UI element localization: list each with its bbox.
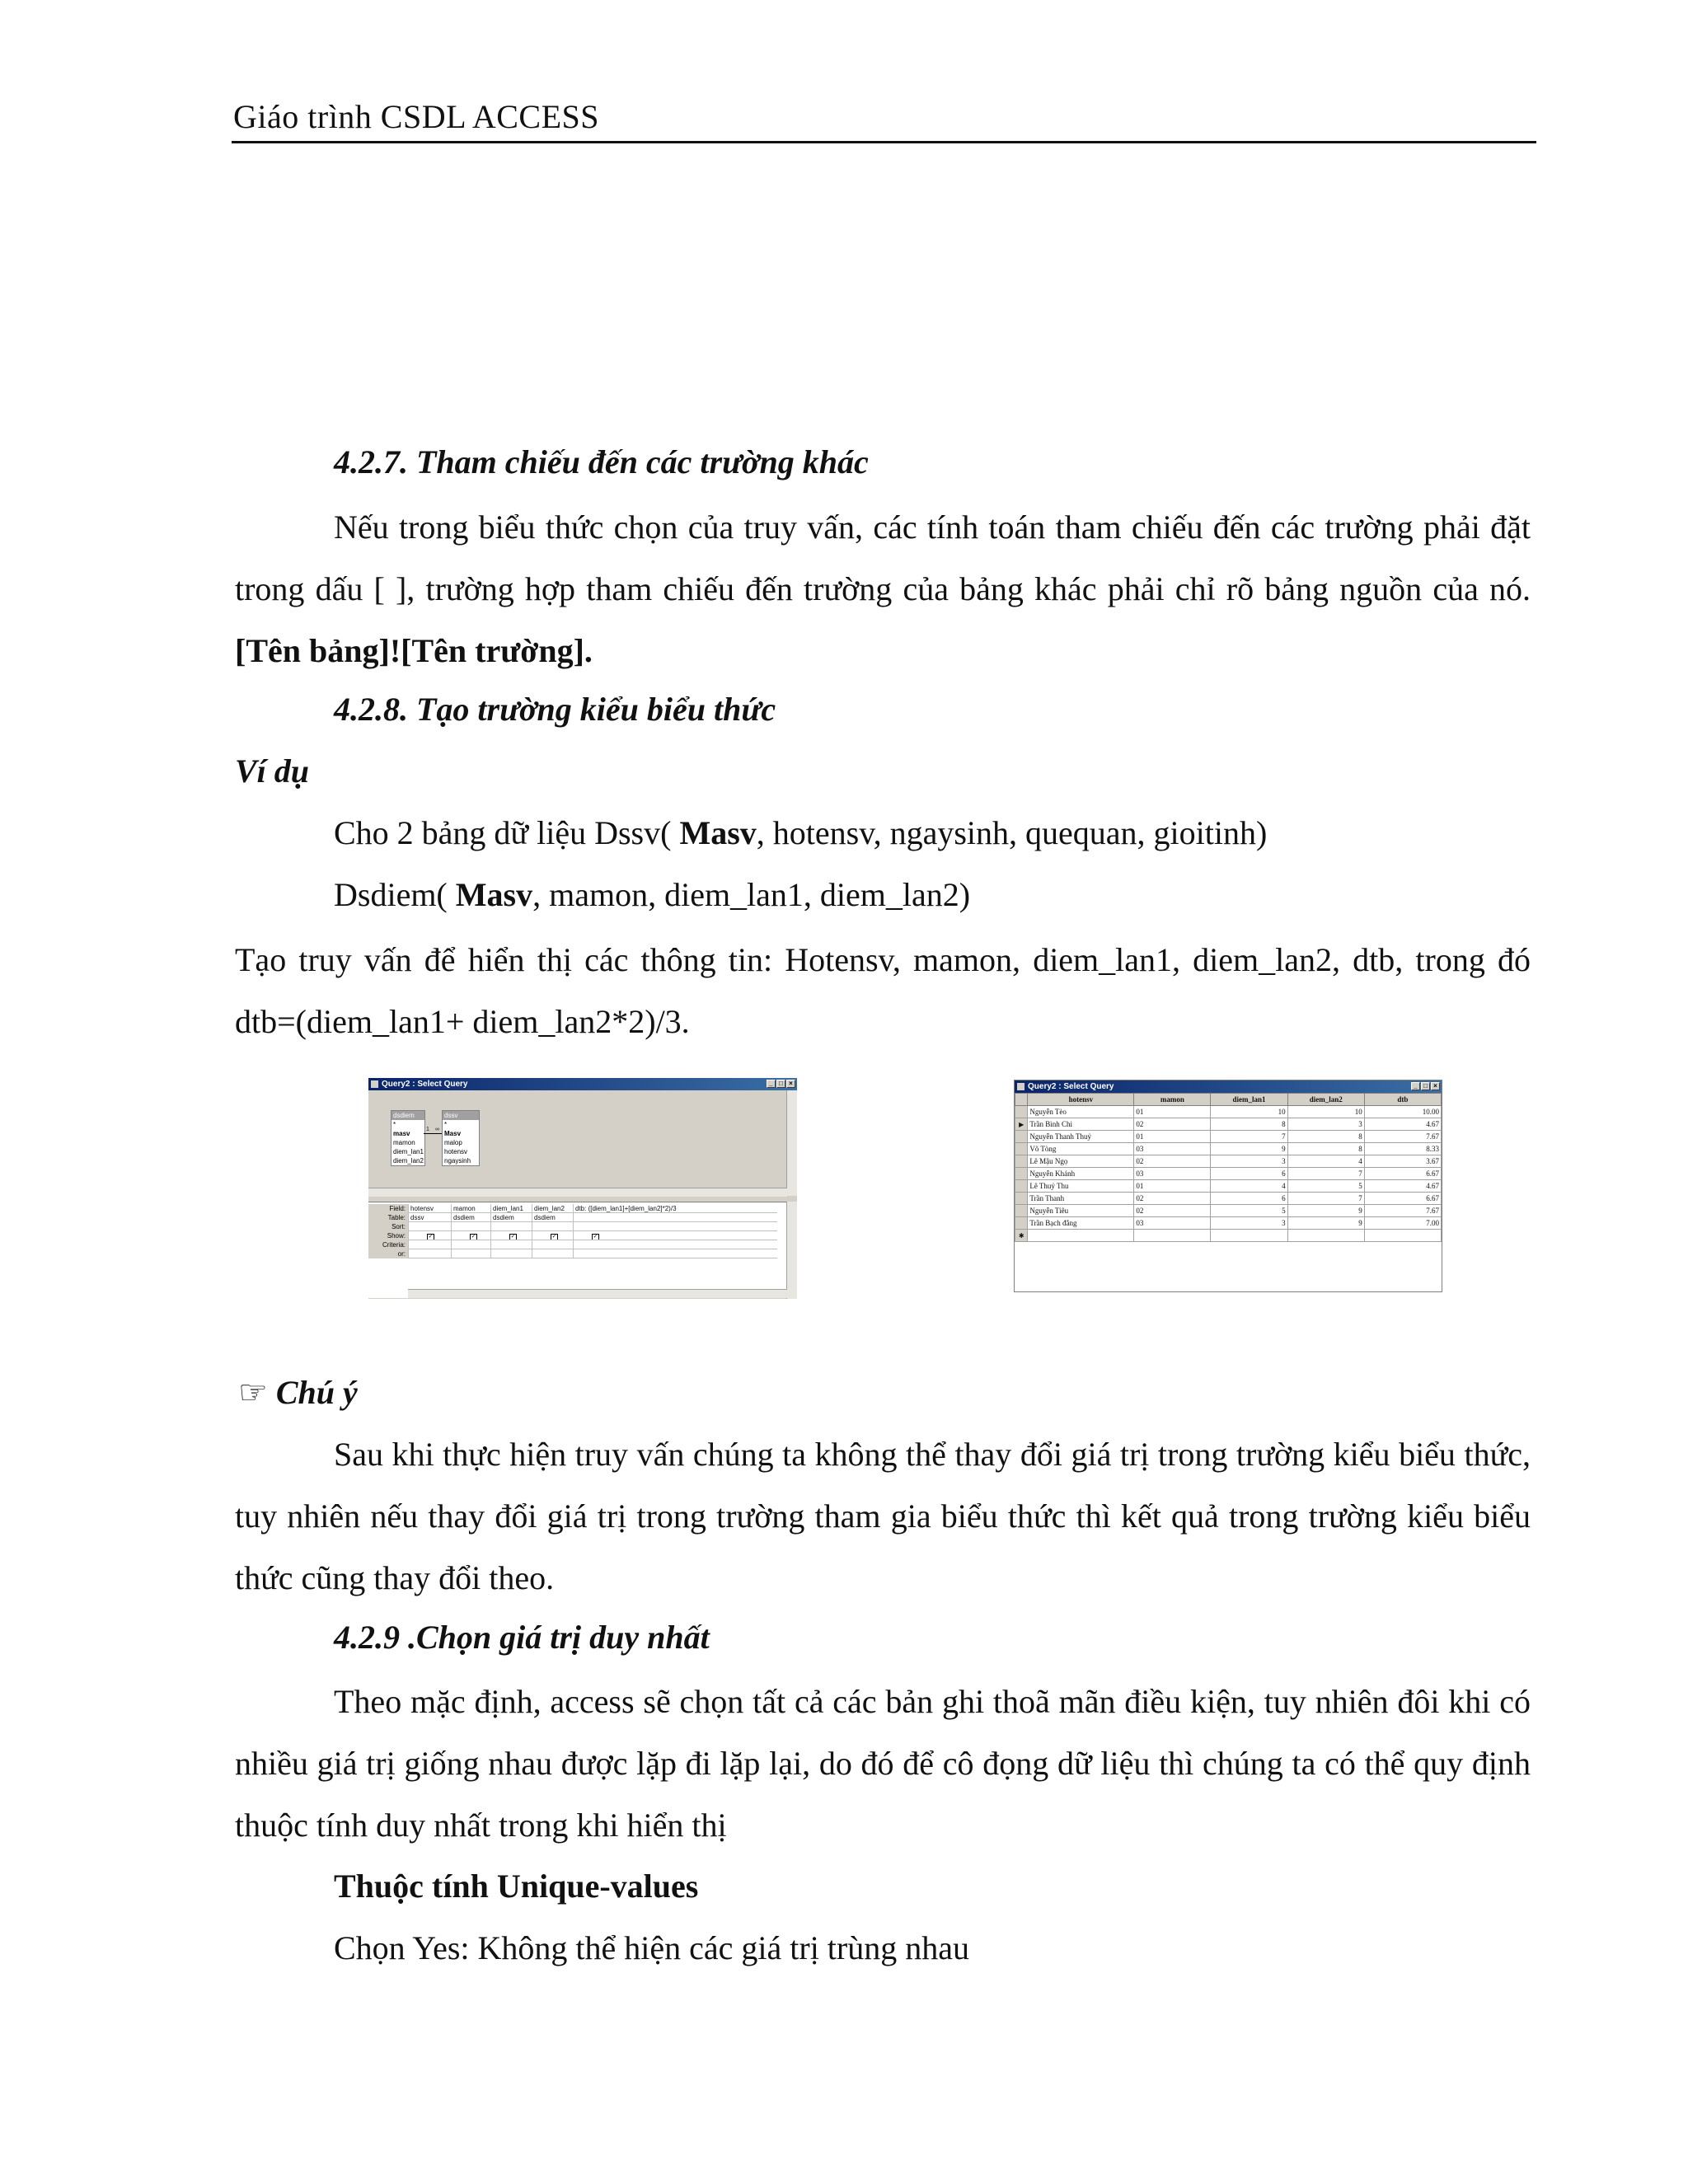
column-header[interactable]: diem_lan1 <box>1211 1094 1287 1106</box>
table-cell[interactable]: 6.67 <box>1364 1168 1441 1180</box>
table-cell[interactable]: 10 <box>1287 1106 1364 1118</box>
table-row[interactable] <box>1015 1193 1442 1205</box>
table-row[interactable] <box>1015 1180 1442 1193</box>
minimize-icon[interactable]: _ <box>767 1080 776 1088</box>
grid-horizontal-scrollbar[interactable] <box>408 1289 787 1298</box>
table-field-item[interactable]: * <box>393 1121 396 1128</box>
grid-cell[interactable]: diem_lan1 <box>490 1204 532 1213</box>
grid-cell[interactable] <box>408 1249 451 1258</box>
table-cell[interactable]: 4.67 <box>1364 1118 1441 1131</box>
grid-cell[interactable] <box>451 1231 490 1240</box>
row-selector[interactable] <box>1015 1180 1028 1193</box>
table-row[interactable] <box>1015 1131 1442 1143</box>
table-cell[interactable]: 10 <box>1211 1106 1287 1118</box>
table-cell[interactable]: 5 <box>1211 1205 1287 1217</box>
table-cell[interactable]: 7 <box>1211 1131 1287 1143</box>
note-heading <box>238 1373 358 1412</box>
dssv-key: Masv <box>679 814 757 851</box>
table-cell[interactable]: 3.67 <box>1364 1155 1441 1168</box>
table-cell[interactable]: Trần Thanh <box>1028 1193 1134 1205</box>
table-cell[interactable]: 02 <box>1134 1118 1211 1131</box>
table-cell[interactable]: 02 <box>1134 1193 1211 1205</box>
grid-row-label: Table: <box>368 1213 408 1222</box>
table-cell[interactable]: 7 <box>1287 1168 1364 1180</box>
show-checkbox[interactable]: ✓ <box>551 1234 557 1240</box>
table-row[interactable] <box>1015 1155 1442 1168</box>
row-selector[interactable] <box>1015 1155 1028 1168</box>
maximize-icon[interactable]: □ <box>776 1080 785 1088</box>
maximize-icon[interactable]: □ <box>1421 1082 1430 1090</box>
dsdiem-post: , mamon, diem_lan1, diem_lan2) <box>532 876 971 913</box>
design-grid <box>368 1202 787 1298</box>
upper-horizontal-scrollbar[interactable] <box>368 1188 787 1197</box>
table-row[interactable] <box>1015 1205 1442 1217</box>
table-row[interactable] <box>1015 1118 1442 1131</box>
example-paragraph: Tạo truy vấn để hiển thị các thông tin: Hotensv, mamon, diem_lan1, diem_lan2, dtb, trong đó dtb=(diem_lan1+ diem_lan2*2)/3. <box>235 941 1531 1040</box>
grid-cell[interactable] <box>573 1231 777 1240</box>
table-cell[interactable]: Lê Thuỷ Thu <box>1028 1180 1134 1193</box>
grid-cell[interactable] <box>573 1222 777 1231</box>
row-selector[interactable] <box>1015 1205 1028 1217</box>
paragraph-4-2-7 <box>235 496 1531 682</box>
grid-cell[interactable] <box>532 1231 573 1240</box>
design-title: Query2 : Select Query <box>382 1080 468 1089</box>
dssv-post: , hotensv, ngaysinh, quequan, gioitinh) <box>756 814 1268 851</box>
table-row[interactable] <box>1015 1217 1442 1230</box>
heading-4-2-8: 4.2.8. Tạo trường kiểu biểu thức <box>334 691 776 728</box>
grid-cell[interactable] <box>451 1249 490 1258</box>
grid-cell[interactable]: dsdiem <box>532 1213 573 1222</box>
grid-cell[interactable] <box>451 1222 490 1231</box>
table-cell[interactable]: Trần Bình Chi <box>1028 1118 1134 1131</box>
table-cell[interactable] <box>1211 1230 1287 1242</box>
query-design-window <box>368 1078 797 1299</box>
grid-cell[interactable] <box>532 1249 573 1258</box>
grid-cell[interactable]: mamon <box>451 1204 490 1213</box>
table-field-item[interactable]: diem_lan2 <box>393 1157 424 1165</box>
grid-row-label: or: <box>368 1249 408 1258</box>
show-checkbox[interactable]: ✓ <box>510 1234 516 1240</box>
new-row-icon: ✱ <box>1015 1230 1028 1242</box>
join-line <box>424 1133 442 1134</box>
column-header[interactable]: dtb <box>1364 1094 1441 1106</box>
row-selector-header[interactable] <box>1015 1094 1028 1106</box>
table-row[interactable] <box>1015 1168 1442 1180</box>
row-selector[interactable] <box>1015 1217 1028 1230</box>
dsdiem-pre: Dsdiem( <box>334 876 456 913</box>
table-cell[interactable]: 9 <box>1211 1143 1287 1155</box>
query-icon <box>1017 1083 1025 1090</box>
dssv-pre: Cho 2 bảng dữ liệu Dssv( <box>334 814 680 851</box>
close-icon[interactable]: × <box>786 1080 795 1088</box>
grid-cell[interactable] <box>490 1222 532 1231</box>
table-row[interactable] <box>1015 1143 1442 1155</box>
minimize-icon[interactable]: _ <box>1411 1082 1420 1090</box>
table-pane <box>368 1090 787 1196</box>
grid-row-label: Criteria: <box>368 1240 408 1249</box>
grid-row <box>368 1213 787 1222</box>
row-selector[interactable] <box>1015 1143 1028 1155</box>
datasheet-title: Query2 : Select Query <box>1028 1082 1114 1091</box>
grid-cell[interactable]: diem_lan2 <box>532 1204 573 1213</box>
new-record-row[interactable] <box>1015 1230 1442 1242</box>
row-selector[interactable] <box>1015 1193 1028 1205</box>
table-cell[interactable]: 02 <box>1134 1155 1211 1168</box>
table-field-item[interactable]: ngaysinh <box>444 1157 471 1165</box>
grid-cell[interactable] <box>490 1240 532 1249</box>
table-cell[interactable]: 6 <box>1211 1193 1287 1205</box>
table-cell[interactable]: Nguyễn Tiêu <box>1028 1205 1134 1217</box>
join-one: 1 <box>426 1127 429 1132</box>
grid-row <box>368 1222 787 1231</box>
design-titlebar[interactable] <box>368 1078 797 1090</box>
dsdiem-key: Masv <box>455 876 533 913</box>
grid-row <box>368 1231 787 1240</box>
grid-row-label: Field: <box>368 1204 408 1213</box>
show-checkbox[interactable]: ✓ <box>593 1234 598 1240</box>
grid-cell[interactable] <box>532 1222 573 1231</box>
table-cell[interactable]: 01 <box>1134 1106 1211 1118</box>
join-many: ∞ <box>435 1127 439 1132</box>
page-header: Giáo trình CSDL ACCESS <box>233 98 600 135</box>
table-cell[interactable]: 9 <box>1287 1205 1364 1217</box>
table-cell[interactable]: Võ Tòng <box>1028 1143 1134 1155</box>
grid-cell[interactable] <box>451 1240 490 1249</box>
table-cell[interactable]: 03 <box>1134 1217 1211 1230</box>
grid-row-label: Sort: <box>368 1222 408 1231</box>
table-box-title: dssv <box>443 1111 479 1120</box>
header-rule <box>232 141 1536 143</box>
table-cell[interactable]: 01 <box>1134 1131 1211 1143</box>
table-cell[interactable]: Trần Bạch đằng <box>1028 1217 1134 1230</box>
table-cell[interactable]: 8 <box>1287 1131 1364 1143</box>
table-field-item[interactable]: * <box>444 1121 448 1128</box>
row-selector[interactable] <box>1015 1106 1028 1118</box>
property-heading: Thuộc tính Unique-values <box>334 1868 699 1905</box>
column-header[interactable]: hotensv <box>1028 1094 1134 1106</box>
table-cell[interactable]: 8 <box>1211 1118 1287 1131</box>
table-cell[interactable]: 3 <box>1211 1155 1287 1168</box>
row-selector[interactable]: ▶ <box>1015 1118 1028 1131</box>
table-cell[interactable]: 8 <box>1287 1143 1364 1155</box>
example-line-dssv <box>334 813 1267 852</box>
table-cell[interactable]: 3 <box>1211 1217 1287 1230</box>
grid-cell[interactable] <box>573 1213 777 1222</box>
datasheet-titlebar[interactable] <box>1015 1080 1442 1093</box>
grid-cell[interactable] <box>408 1231 451 1240</box>
table-cell[interactable]: 4 <box>1287 1155 1364 1168</box>
table-box-title: dsdiem <box>392 1111 424 1120</box>
table-cell[interactable]: Lê Mậu Ngọ <box>1028 1155 1134 1168</box>
table-cell[interactable]: 7.67 <box>1364 1131 1441 1143</box>
table-cell[interactable]: 03 <box>1134 1143 1211 1155</box>
grid-cell[interactable] <box>573 1249 777 1258</box>
grid-row <box>368 1204 787 1213</box>
grid-vertical-scrollbar[interactable] <box>786 1202 797 1299</box>
table-cell[interactable] <box>1287 1230 1364 1242</box>
table-cell[interactable]: 7.00 <box>1364 1217 1441 1230</box>
table-field-item[interactable]: Masv <box>444 1130 462 1137</box>
paragraph-4-2-9: Theo mặc định, access sẽ chọn tất cả các bản ghi thoã mãn điều kiện, tuy nhiên đôi khi có nhiều giá trị giống nhau được lặp đi lặp lại, do đó để cô đọng dữ liệu thì chúng ta có thể quy định thuộc tính duy nhất trong khi hiển thị <box>235 1683 1531 1844</box>
table-cell[interactable]: 4.67 <box>1364 1180 1441 1193</box>
grid-row <box>368 1240 787 1249</box>
table-cell[interactable] <box>1028 1230 1134 1242</box>
table-cell[interactable]: Nguyễn Khánh <box>1028 1168 1134 1180</box>
table-cell[interactable]: 3 <box>1287 1118 1364 1131</box>
heading-4-2-7: 4.2.7. Tham chiếu đến các trường khác <box>334 443 869 480</box>
grid-cell[interactable] <box>532 1240 573 1249</box>
table-cell[interactable]: 9 <box>1287 1217 1364 1230</box>
table-field-item[interactable]: malop <box>444 1139 462 1146</box>
row-selector[interactable] <box>1015 1131 1028 1143</box>
grid-cell[interactable] <box>408 1240 451 1249</box>
close-icon[interactable]: × <box>1431 1082 1440 1090</box>
table-cell[interactable]: 4 <box>1211 1180 1287 1193</box>
table-box-dssv[interactable] <box>442 1110 480 1166</box>
table-field-item[interactable]: hotensv <box>444 1148 468 1155</box>
grid-cell[interactable] <box>490 1249 532 1258</box>
table-cell[interactable]: 8.33 <box>1364 1143 1441 1155</box>
table-cell[interactable] <box>1364 1230 1441 1242</box>
table-cell[interactable]: 7 <box>1287 1193 1364 1205</box>
datasheet-table <box>1015 1093 1442 1242</box>
table-cell[interactable]: 6.67 <box>1364 1193 1441 1205</box>
table-cell[interactable]: Nguyễn Tèo <box>1028 1106 1134 1118</box>
example-label: Ví dụ <box>235 752 310 790</box>
grid-cell[interactable]: dsdiem <box>451 1213 490 1222</box>
heading-4-2-9: 4.2.9 .Chọn giá trị duy nhất <box>334 1619 710 1656</box>
upper-vertical-scrollbar[interactable] <box>786 1090 797 1196</box>
table-fields <box>392 1120 424 1165</box>
table-field-item[interactable]: mamon <box>393 1139 415 1146</box>
table-cell[interactable]: 02 <box>1134 1205 1211 1217</box>
table-cell[interactable] <box>1134 1230 1211 1242</box>
grid-row-label: Show: <box>368 1231 408 1240</box>
grid-cell[interactable] <box>490 1231 532 1240</box>
table-field-item[interactable]: diem_lan1 <box>393 1148 424 1155</box>
choice-line: Chọn Yes: Không thể hiện các giá trị trùng nhau <box>334 1929 969 1966</box>
paragraph-4-2-7-text: Nếu trong biểu thức chọn của truy vấn, các tính toán tham chiếu đến các trường phải đặt trong dấu [ ], trường hợp tham chiếu đến trường của bảng khác phải chỉ rõ bảng nguồn của nó. <box>235 509 1531 607</box>
grid-cell[interactable]: dsdiem <box>490 1213 532 1222</box>
table-field-item[interactable]: masv <box>393 1130 410 1137</box>
example-line-dsdiem <box>334 875 970 914</box>
table-cell[interactable]: 5 <box>1287 1180 1364 1193</box>
pointing-hand-icon: ☞ <box>238 1374 268 1411</box>
table-row[interactable] <box>1015 1106 1442 1118</box>
grid-cell[interactable]: dssv <box>408 1213 451 1222</box>
table-fields <box>443 1120 479 1165</box>
note-heading-text: Chú ý <box>275 1374 358 1411</box>
table-cell[interactable]: Nguyễn Thanh Thuỷ <box>1028 1131 1134 1143</box>
grid-cell[interactable] <box>573 1240 777 1249</box>
column-header[interactable]: mamon <box>1134 1094 1211 1106</box>
grid-cell[interactable]: hotensv <box>408 1204 451 1213</box>
table-cell[interactable]: 03 <box>1134 1168 1211 1180</box>
column-header[interactable]: diem_lan2 <box>1287 1094 1364 1106</box>
grid-cell[interactable] <box>408 1222 451 1231</box>
row-selector[interactable] <box>1015 1168 1028 1180</box>
show-checkbox[interactable]: ✓ <box>428 1234 434 1240</box>
table-cell[interactable]: 01 <box>1134 1180 1211 1193</box>
grid-cell[interactable]: dtb: ([diem_lan1]+[diem_lan2]*2)/3 <box>573 1204 777 1213</box>
table-cell[interactable]: 10.00 <box>1364 1106 1441 1118</box>
query-icon <box>371 1080 378 1088</box>
table-box-dsdiem[interactable] <box>391 1110 425 1166</box>
grid-row <box>368 1249 787 1258</box>
note-paragraph: Sau khi thực hiện truy vấn chúng ta không thể thay đổi giá trị trong trường kiểu biểu thức, tuy nhiên nếu thay đổi giá trị trong trường tham gia biểu thức thì kết quả trong trường kiểu biểu thức cũng thay đổi theo. <box>235 1436 1531 1596</box>
query-datasheet-window <box>1014 1080 1442 1292</box>
table-cell[interactable]: 6 <box>1211 1168 1287 1180</box>
table-field-syntax: [Tên bảng]![Tên trường]. <box>235 632 593 669</box>
table-cell[interactable]: 7.67 <box>1364 1205 1441 1217</box>
show-checkbox[interactable]: ✓ <box>471 1234 476 1240</box>
